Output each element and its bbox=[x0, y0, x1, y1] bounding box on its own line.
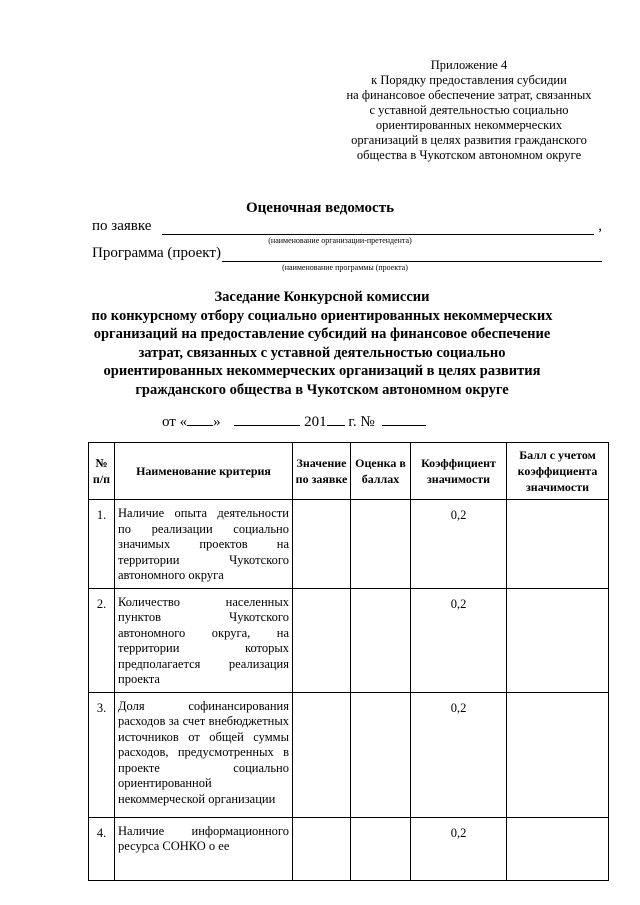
row-num: 3. bbox=[89, 692, 115, 817]
meeting-line: ориентированных некоммерческих организаций в целях развития bbox=[103, 363, 541, 379]
date-from-label: от « bbox=[162, 414, 188, 430]
appendix-line: к Порядку предоставления субсидии bbox=[371, 73, 567, 87]
row-coef: 0,2 bbox=[411, 817, 507, 880]
program-blank bbox=[222, 261, 602, 262]
day-blank bbox=[187, 412, 213, 426]
meeting-heading bbox=[90, 288, 554, 399]
row-criterion: Количество населенных пунктов Чукотского автономного округа, на территории которых предполагается реализация проекта bbox=[115, 588, 293, 692]
application-comma: , bbox=[598, 218, 602, 234]
date-line bbox=[162, 412, 426, 431]
application-blank bbox=[162, 234, 594, 235]
row-weighted-cell bbox=[507, 588, 609, 692]
table-header-row bbox=[89, 443, 609, 500]
table-row bbox=[89, 817, 609, 880]
application-label: по заявке bbox=[92, 218, 152, 234]
meeting-line: гражданского общества в Чукотском автономном округе bbox=[135, 381, 509, 398]
row-score-cell bbox=[351, 500, 411, 589]
month-blank bbox=[234, 412, 300, 426]
meeting-line: затрат, связанных с уставной деятельностью социально bbox=[138, 344, 506, 361]
row-value-cell bbox=[293, 500, 351, 589]
header-coef: Коэффициент значимости bbox=[411, 443, 507, 500]
appendix-line: ориентированных некоммерческих bbox=[375, 118, 563, 132]
application-hint: (наименование организации-претендента) bbox=[268, 236, 412, 245]
row-criterion: Доля софинансирования расходов за счет внебюджетных источников от общей суммы расходов, предусмотренных в проекте социально ориентированной некоммерческой организации bbox=[115, 692, 293, 817]
appendix-line: общества в Чукотском автономном округе bbox=[356, 148, 582, 162]
row-value-cell bbox=[293, 588, 351, 692]
appendix-line: организаций в целях развития гражданского bbox=[351, 133, 587, 147]
program-hint: (наименование программы (проекта) bbox=[282, 263, 408, 272]
row-num: 2. bbox=[89, 588, 115, 692]
row-num: 4. bbox=[89, 817, 115, 880]
row-value-cell bbox=[293, 692, 351, 817]
date-close-quote: » bbox=[213, 414, 221, 430]
year-prefix: 201 bbox=[304, 414, 327, 430]
year-suffix: г. № bbox=[344, 414, 375, 430]
row-coef: 0,2 bbox=[411, 692, 507, 817]
criteria-table bbox=[88, 442, 609, 881]
row-score-cell bbox=[351, 692, 411, 817]
row-weighted-cell bbox=[507, 692, 609, 817]
appendix-header bbox=[330, 58, 608, 163]
appendix-line: с уставной деятельностью социально bbox=[369, 103, 569, 117]
row-score-cell bbox=[351, 588, 411, 692]
number-blank bbox=[382, 412, 426, 426]
row-weighted-cell bbox=[507, 817, 609, 880]
row-num: 1. bbox=[89, 500, 115, 589]
header-name: Наименование критерия bbox=[115, 443, 293, 500]
application-line bbox=[92, 218, 602, 235]
program-line bbox=[92, 245, 602, 262]
meeting-line: по конкурсному отбору социально ориентированных некоммерческих bbox=[91, 307, 553, 324]
header-weighted: Балл с учетом коэффициента значимости bbox=[507, 443, 609, 500]
year-blank bbox=[327, 412, 345, 426]
table-row bbox=[89, 692, 609, 817]
header-value: Значение по заявке bbox=[293, 443, 351, 500]
row-coef: 0,2 bbox=[411, 500, 507, 589]
program-label: Программа (проект) bbox=[92, 245, 221, 261]
appendix-line: на финансовое обеспечение затрат, связанных bbox=[346, 88, 592, 102]
header-num: № п/п bbox=[89, 443, 115, 500]
row-criterion: Наличие опыта деятельности по реализации социально значимых проектов на территории Чукотского автономного округа bbox=[115, 500, 293, 589]
table-row bbox=[89, 500, 609, 589]
appendix-line: Приложение 4 bbox=[430, 58, 508, 72]
row-criterion: Наличие информационного ресурса СОНКО о ее bbox=[115, 817, 293, 880]
document-title: Оценочная ведомость bbox=[245, 200, 395, 216]
row-weighted-cell bbox=[507, 500, 609, 589]
meeting-line: Заседание Конкурсной комиссии bbox=[214, 289, 430, 305]
row-value-cell bbox=[293, 817, 351, 880]
row-score-cell bbox=[351, 817, 411, 880]
table-row bbox=[89, 588, 609, 692]
meeting-line: организаций на предоставление субсидий на финансовое обеспечение bbox=[93, 326, 551, 342]
row-coef: 0,2 bbox=[411, 588, 507, 692]
header-score: Оценка в баллах bbox=[351, 443, 411, 500]
